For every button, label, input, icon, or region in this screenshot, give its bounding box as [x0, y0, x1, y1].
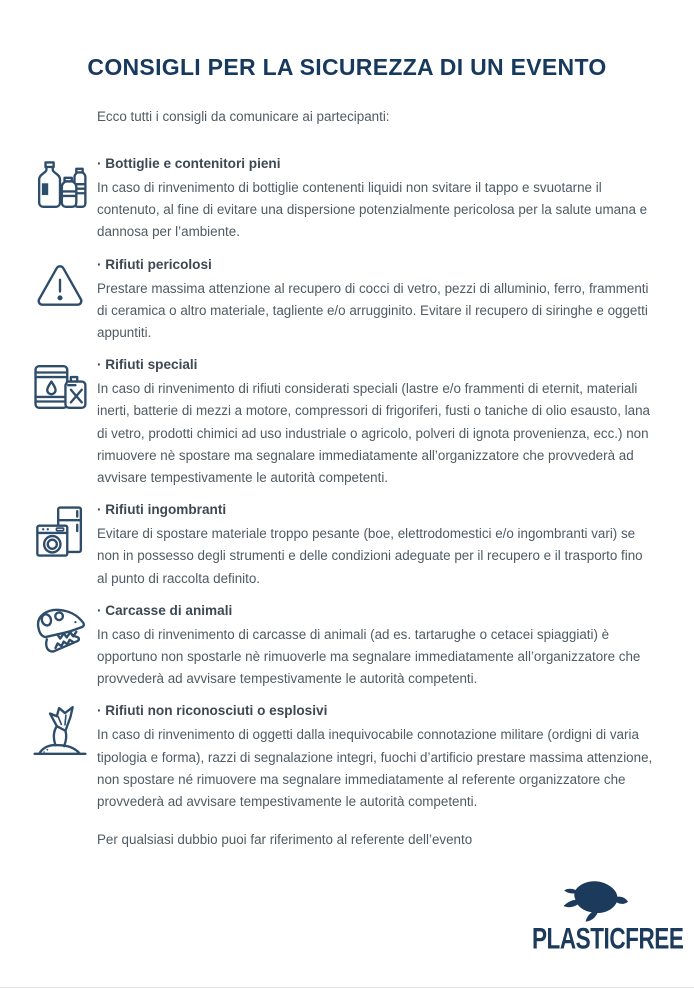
section-title: · Rifiuti pericolosi	[97, 256, 212, 272]
section-body: In caso di rinvenimento di carcasse di animali (ad es. tartarughe o cetacei spiaggiati) è opportuno non spostarle nè rimuoverle ma segnalare immediatamente all’organizzatore che provvederà ad avvisare tempestivamente le autorità competenti.	[97, 626, 641, 687]
section-text-column	[97, 700, 694, 813]
advice-list	[0, 153, 694, 813]
section-title: · Bottiglie e contenitori pieni	[97, 156, 281, 171]
section-title: · Rifiuti non riconosciuti o esplosivi	[97, 703, 328, 719]
section-text-column	[97, 354, 694, 489]
section-title: · Carcasse di animali	[97, 602, 233, 618]
section-icon-column	[0, 499, 97, 563]
section-title: · Rifiuti speciali	[97, 357, 198, 373]
section-icon-column	[0, 354, 97, 418]
logo-wordmark: PLASTICFREE	[531, 922, 684, 956]
section-body: In caso di rinvenimento di bottiglie contenenti liquidi non svitare il tappo e svuotarne il contenuto, al fine di evitare una dispersione potenzialmente pericolosa per la salute umana e dannosa per l’ambiente.	[97, 180, 648, 240]
section-icon-column	[0, 254, 97, 318]
section-body: Evitare di spostare materiale troppo pesante (boe, elettrodomestici e/o ingombranti vari) se non in possesso degli strumenti e delle condizioni adeguate per il recupero e il trasporto fino al punto di raccolta definito.	[97, 526, 643, 586]
section-text-column	[97, 499, 694, 590]
section-icon-column	[0, 600, 97, 664]
plasticfree-logo	[528, 879, 684, 957]
intro-text: Ecco tutti i consigli da comunicare ai partecipanti:	[97, 109, 390, 124]
section-text-column	[97, 153, 694, 244]
appliances-icon	[31, 501, 97, 563]
section-title: · Rifiuti ingombranti	[97, 502, 227, 518]
skull-icon	[31, 602, 97, 664]
turtle-icon	[555, 879, 633, 928]
section-text-column	[97, 600, 694, 691]
section-icon-column	[0, 700, 97, 764]
section-body: Prestare massima attenzione al recupero di cocci di vetro, pezzi di alluminio, ferro, frammenti di ceramica o altro materiale, tagliente e/o arrugginito. Evitare il recupero di siringhe e oggetti appuntiti.	[97, 280, 649, 341]
section-body: In caso di rinvenimento di rifiuti considerati speciali (lastre e/o frammenti di eternit, materiali inerti, batterie di mezzi a motore, compressori di frigoriferi, fusti o taniche di olio esausto, lana di vetro, prodotti chimici ad uso industriale o agricolo, polveri di ignota provenienza, ecc.) non rimuovere nè spostare ma segnalare immediatamente all’organizzatore che provvederà ad avvisare tempestivamente le autorità competenti.	[97, 381, 650, 486]
section-text-column	[97, 254, 694, 345]
section-rifiuti-ingombranti	[0, 499, 694, 590]
section-bottiglie	[0, 153, 694, 244]
barrel-icon	[31, 356, 97, 418]
section-carcasse-animali	[0, 600, 694, 691]
warning-triangle-icon	[31, 256, 97, 318]
section-rifiuti-esplosivi	[0, 700, 694, 813]
footer-note: Per qualsiasi dubbio puoi far riferimento al referente dell’evento	[97, 832, 473, 848]
section-icon-column	[0, 153, 97, 217]
bottles-icon	[31, 155, 97, 217]
section-rifiuti-speciali	[0, 354, 694, 489]
page-title: CONSIGLI PER LA SICUREZZA DI UN EVENTO	[87, 54, 607, 80]
section-rifiuti-pericolosi	[0, 254, 694, 345]
section-body: In caso di rinvenimento di oggetti dalla inequivocabile connotazione militare (ordigni di varia tipologia e forma), razzi di segnalazione integri, fuochi d’artificio prestare massima attenzione, non spostare né rimuovere ma segnalare immediatamente al referente organizzatore che provvederà ad avvisare tempestivamente le autorità competenti.	[97, 727, 653, 810]
bomb-icon	[31, 702, 97, 764]
